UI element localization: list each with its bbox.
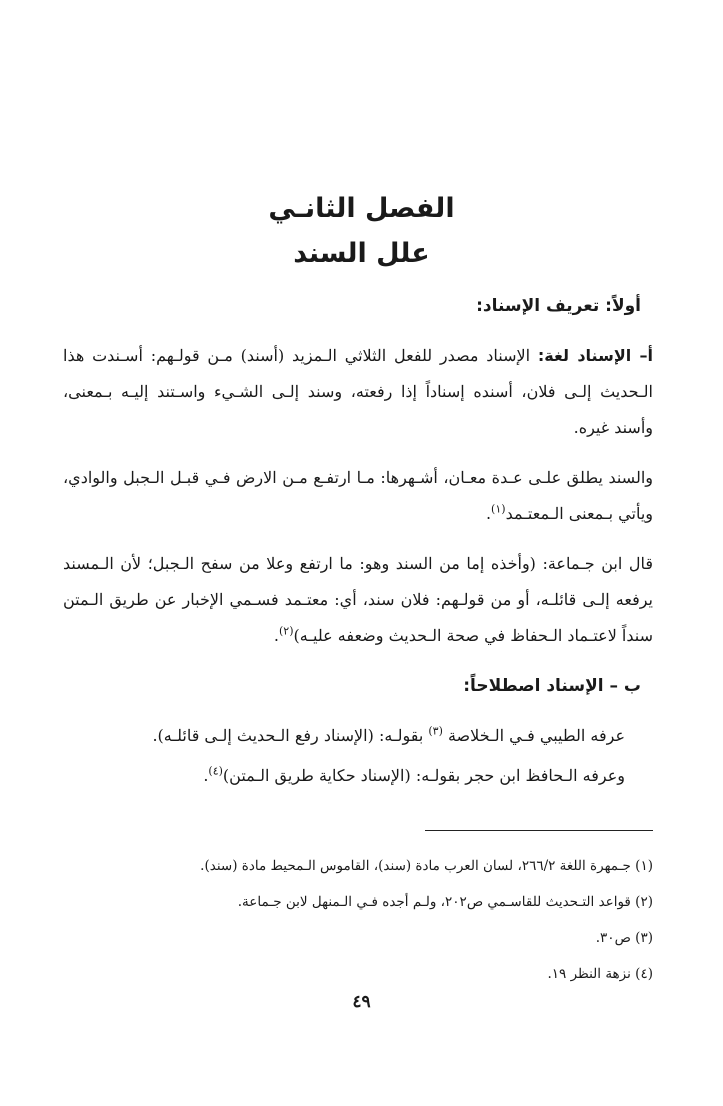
footnotes (63, 848, 653, 992)
chapter-title: الفصل الثانـي (268, 193, 455, 224)
paragraph-end: . (273, 626, 279, 645)
paragraph-text: والسند يطلق علـى عـدة معـان، أشـهرها: مـا ارتفـع مـن الارض فـي قبـل الـجبل والوادي، ويأتي بـمعنى الـمعتـمد (63, 468, 653, 523)
footnote-ref-3[interactable]: (٣) (428, 724, 443, 738)
definition-tibi (63, 718, 653, 754)
footnote-4: (٤) نزهة النظر ١٩. (547, 966, 653, 982)
section-heading-definition: أولاً: تعريف الإسناد: (476, 296, 641, 316)
definition-ibn-hajar (63, 758, 653, 794)
body-text (63, 288, 653, 798)
paragraph-end: . (485, 504, 492, 523)
footnote-3: (٣) ص٣٠. (595, 930, 653, 946)
paragraph-meanings (63, 460, 653, 532)
paragraph-lead: أ– الإسناد لغة: (537, 346, 653, 365)
footnote-1: (١) جـمهرة اللغة ٢٦٦/٢، لسان العرب مادة (سند)، القاموس الـمحيط مادة (سند). (200, 858, 653, 874)
footnote-divider (425, 830, 653, 831)
footnote-ref-4[interactable]: (٤) (208, 764, 223, 778)
line-end: بقولـه: (الإسناد رفع الـحديث إلـى قائلـه). (152, 726, 429, 745)
footnote-ref-1[interactable]: (١) (491, 502, 506, 516)
paragraph-linguistic-definition (63, 338, 653, 446)
page-number: ٤٩ (352, 992, 371, 1012)
paragraph-ibn-jamaah (63, 546, 653, 654)
line-end: . (203, 766, 209, 785)
section-heading-technical: ب – الإسناد اصطلاحاً: (463, 676, 641, 696)
line-text: وعرفه الـحافظ ابن حجر بقولـه: (الإسناد حكاية طريق الـمتن) (222, 766, 625, 785)
chapter-subtitle: علل السند (293, 238, 430, 269)
footnote-ref-2[interactable]: (٢) (279, 624, 294, 638)
paragraph-text: قال ابن جـماعة: (وأخذه إما من السند وهو: ما ارتفع وعلا من سفح الـجبل؛ لأن الـمسند يرفعه إلـى قائلـه، أو من قولـهم: فلان سند، أي: معتـمد فسـمي الإخبار عن طريق الـمتن سنداً لاعتـماد الـحفاظ في صحة الـحديث وضعفه عليـه) (63, 554, 654, 645)
paragraph-text: الإسناد مصدر للفعل الثلاثي الـمزيد (أسند) مـن قولـهم: أسـندت هذا الـحديث إلـى فلان، أسنده إسناداً إذا رفعته، وسند إلـى الشـيء واسـتند إليـه بـمعنى، وأسند غيره. (63, 346, 653, 437)
footnote-2: (٢) قواعد التـحديث للقاسـمي ص٢٠٢، ولـم أجده فـي الـمنهل لابن جـماعة. (237, 894, 653, 910)
line-text: عرفه الطيبي فـي الـخلاصة (442, 726, 625, 745)
